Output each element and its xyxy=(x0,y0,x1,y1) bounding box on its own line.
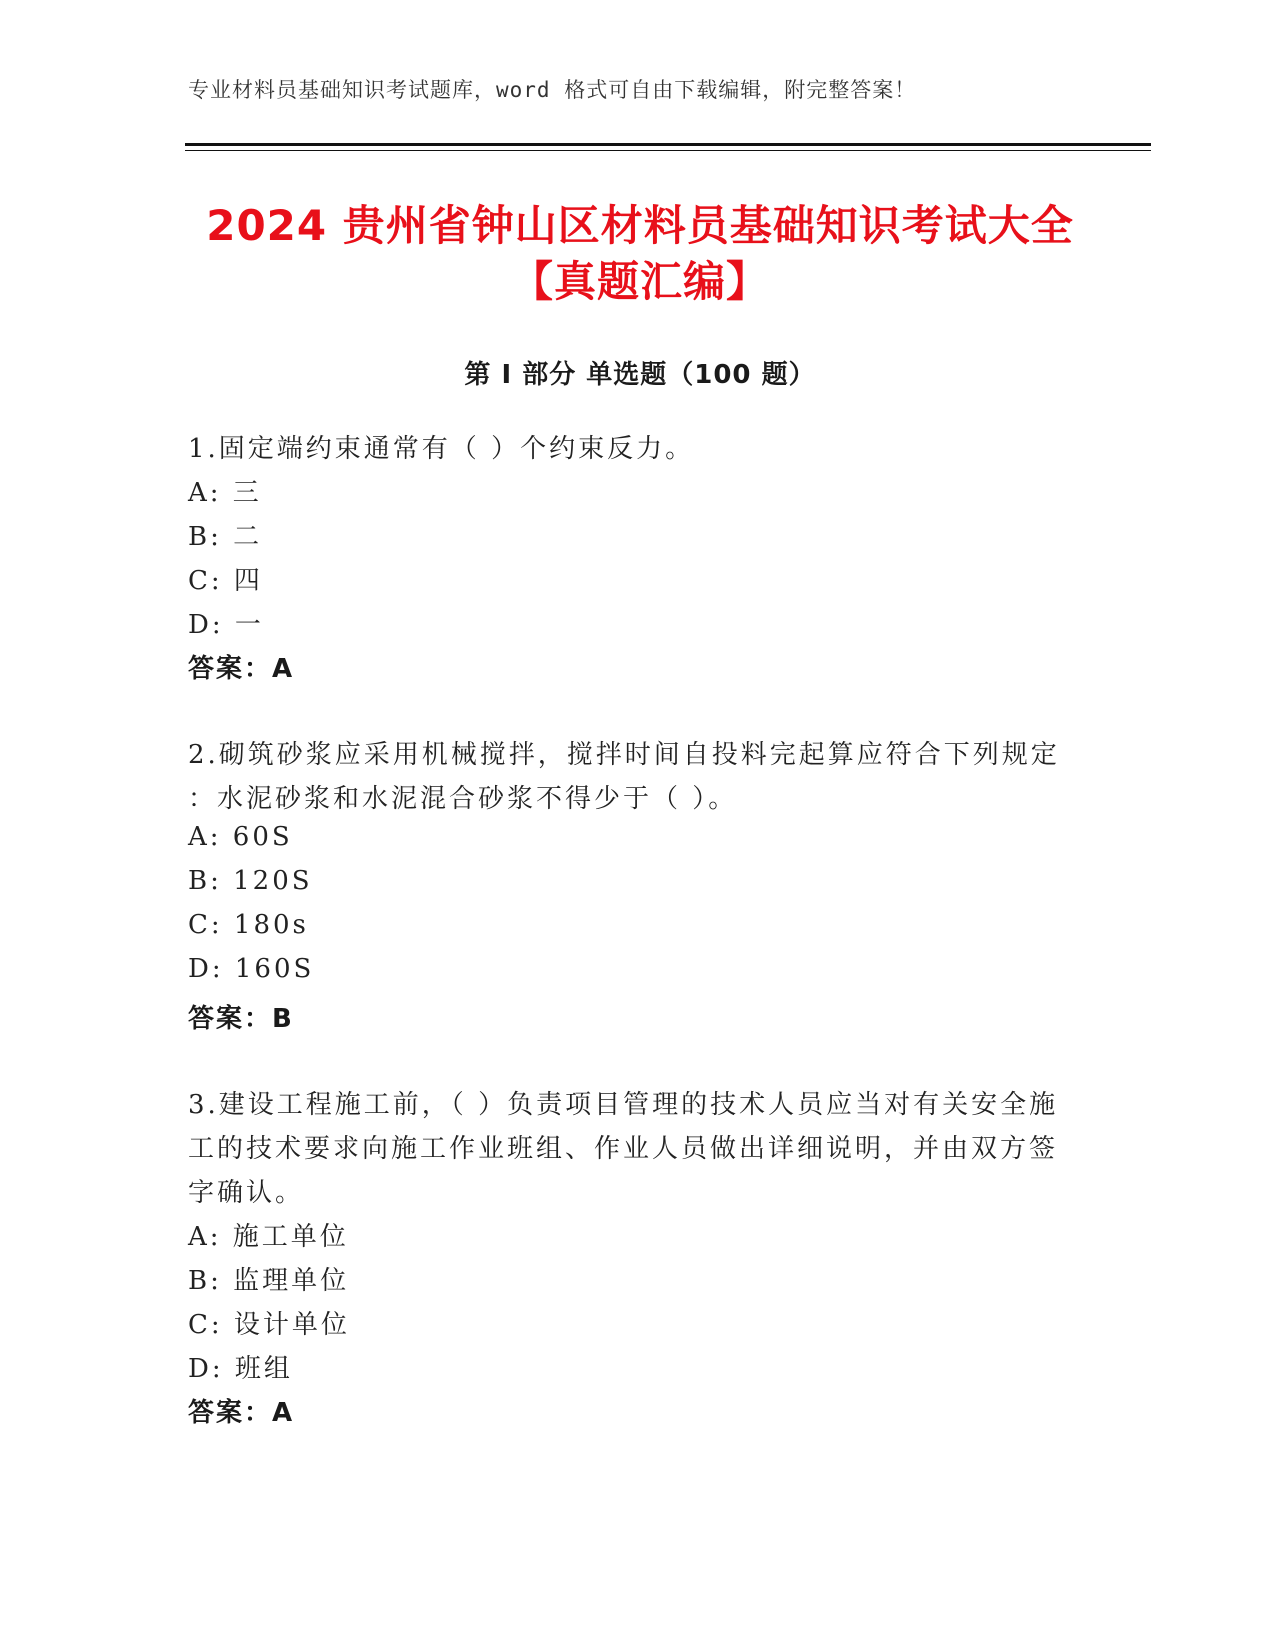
document-title xyxy=(140,198,1140,310)
question-1-option-a: A: 三 xyxy=(188,478,262,508)
header-rule-thick xyxy=(185,143,1151,146)
question-3-answer: 答案：A xyxy=(188,1398,295,1428)
question-1-option-d: D: 一 xyxy=(188,610,264,640)
question-2-option-a: A: 60S xyxy=(188,822,293,852)
question-3-option-d: D: 班组 xyxy=(188,1354,293,1384)
header-rule-thin xyxy=(185,150,1151,151)
header-note: 专业材料员基础知识考试题库，word 格式可自由下载编辑，附完整答案！ xyxy=(188,78,917,102)
question-3-option-c: C: 设计单位 xyxy=(188,1310,350,1340)
section-title: 第 I 部分 单选题（100 题） xyxy=(464,360,816,390)
question-2-stem-line-2: ：水泥砂浆和水泥混合砂浆不得少于（ ）。 xyxy=(188,784,738,814)
question-2-option-b: B: 120S xyxy=(188,866,313,896)
question-3-stem-line-2: 工的技术要求向施工作业班组、作业人员做出详细说明，并由双方签 xyxy=(188,1134,1059,1164)
question-1-option-b: B: 二 xyxy=(188,522,263,552)
question-3-stem-line-3: 字确认。 xyxy=(188,1178,305,1208)
question-3-stem-line-1: 3.建设工程施工前，（ ）负责项目管理的技术人员应当对有关安全施 xyxy=(188,1090,1059,1120)
question-2-option-c: C: 180s xyxy=(188,910,309,940)
question-3-option-a: A: 施工单位 xyxy=(188,1222,349,1252)
question-1-stem-line-1: 1.固定端约束通常有（ ）个约束反力。 xyxy=(188,434,695,464)
question-3-option-b: B: 监理单位 xyxy=(188,1266,350,1296)
title-line-1: 2024 贵州省钟山区材料员基础知识考试大全 xyxy=(206,201,1074,250)
title-line-2: 【真题汇编】 xyxy=(510,257,769,306)
question-2-stem-line-1: 2.砌筑砂浆应采用机械搅拌，搅拌时间自投料完起算应符合下列规定 xyxy=(188,740,1060,770)
question-2-option-d: D: 160S xyxy=(188,954,315,984)
question-1-answer: 答案：A xyxy=(188,654,295,684)
question-1-option-c: C: 四 xyxy=(188,566,263,596)
question-2-answer: 答案：B xyxy=(188,1004,294,1034)
